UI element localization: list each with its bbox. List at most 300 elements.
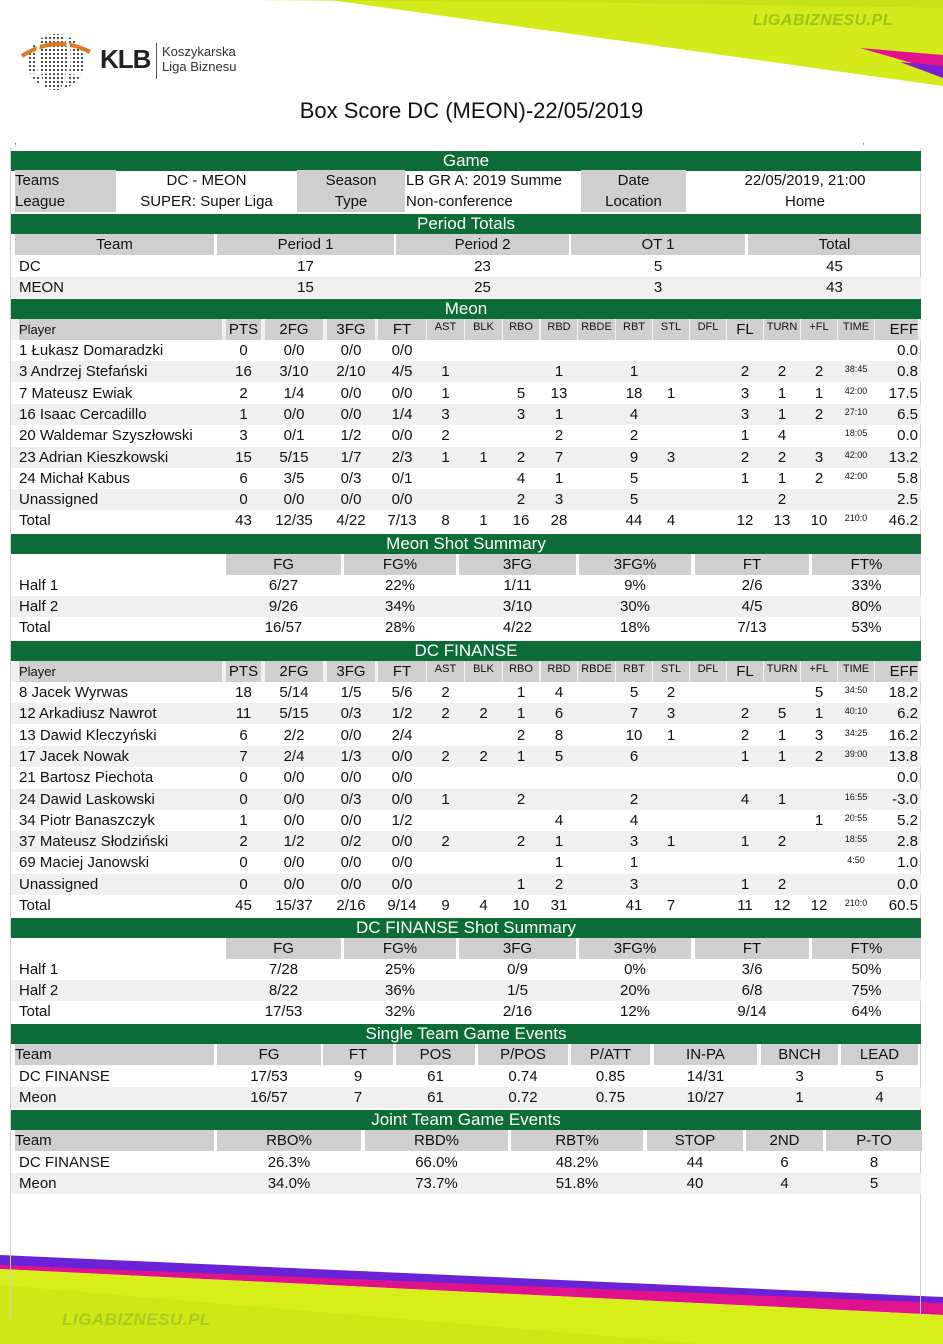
column-header: LEAD <box>841 1044 918 1065</box>
table-cell: 0.72 <box>508 1089 538 1106</box>
stat-cell <box>690 810 726 831</box>
table-cell: 34.0% <box>267 1175 311 1192</box>
stat-cell: 0.8 <box>897 363 918 381</box>
section-header-joint-team-events: Joint Team Game Events <box>11 1110 921 1130</box>
player-row <box>11 725 921 746</box>
stat-cell <box>653 361 689 382</box>
stat-cell: 1 <box>777 747 787 765</box>
stat-cell: 5 <box>629 469 639 487</box>
stat-cell <box>465 852 502 873</box>
stat-cell <box>801 489 837 510</box>
stat-cell: 10 <box>512 897 530 914</box>
player-row <box>11 810 921 831</box>
stat-cell: 16:55 <box>844 791 868 802</box>
stat-cell <box>764 852 800 873</box>
stat-cell: 2 <box>441 833 450 851</box>
game-info-label: Teams <box>15 170 116 191</box>
stat-cell: 0/0 <box>283 491 305 509</box>
table-cell: 22% <box>384 577 416 594</box>
stat-cell: 1 <box>777 790 787 808</box>
player-row <box>11 767 921 788</box>
stat-cell: 0.0 <box>897 875 918 893</box>
column-header: FL <box>727 319 763 340</box>
column-header: Team <box>15 234 214 255</box>
stat-cell: 6 <box>239 726 248 744</box>
stat-cell: 0/0 <box>283 790 305 808</box>
brand-website-bottom[interactable]: LIGABIZNESU.PL <box>62 1310 211 1329</box>
stat-cell <box>578 682 615 703</box>
player-name: Unassigned <box>19 875 99 893</box>
column-header: AST <box>427 661 464 682</box>
stat-cell <box>727 682 763 703</box>
stat-cell: 5 <box>629 491 639 509</box>
stat-cell: 20:55 <box>844 812 868 823</box>
joint-events-row <box>11 1173 921 1194</box>
column-header: STL <box>653 661 689 682</box>
joint-events-row <box>11 1152 921 1173</box>
stat-cell <box>578 510 615 531</box>
column-header <box>19 938 222 959</box>
player-header-row <box>11 661 921 682</box>
stat-cell <box>653 468 689 489</box>
shot-header-row <box>11 938 921 959</box>
column-header: RBD <box>541 319 577 340</box>
stat-cell: 6.5 <box>897 405 918 423</box>
stat-cell: 16 <box>512 512 530 530</box>
column-header: FT <box>695 554 809 575</box>
column-header: FL <box>727 661 763 682</box>
stat-cell <box>690 489 726 510</box>
stat-cell: 0 <box>239 854 248 872</box>
stat-cell: 2.8 <box>897 833 918 851</box>
table-cell: 7/13 <box>737 619 767 637</box>
game-info-value: DC - MEON <box>166 172 247 189</box>
player-row <box>11 468 921 489</box>
player-name: 7 Mateusz Ewiak <box>19 384 133 402</box>
stat-cell: 1 <box>554 363 564 381</box>
section-header-dc-finanse: DC FINANSE <box>11 641 921 661</box>
stat-cell: 1 <box>441 384 450 402</box>
column-header: +FL <box>801 319 837 340</box>
table-cell: 5 <box>875 1068 884 1085</box>
stat-cell: 18 <box>625 384 643 402</box>
stat-cell <box>690 703 726 724</box>
table-cell: Half 2 <box>19 982 59 1000</box>
table-cell: 9/14 <box>737 1003 767 1021</box>
column-header: PTS <box>226 319 261 340</box>
stat-cell: 1/3 <box>340 747 362 765</box>
stat-cell: 42:00 <box>844 385 868 396</box>
stat-cell: 5/6 <box>391 684 413 701</box>
shot-row <box>11 1001 921 1022</box>
stat-cell <box>653 810 689 831</box>
column-header: STL <box>653 319 689 340</box>
stat-cell: 7/13 <box>387 512 417 530</box>
shot-row <box>11 959 921 980</box>
stat-cell: 3 <box>666 705 676 723</box>
player-name: 12 Arkadiusz Nawrot <box>19 705 157 723</box>
player-row <box>11 425 921 446</box>
player-name: 21 Bartosz Piechota <box>19 769 154 787</box>
stat-cell: 5 <box>814 684 824 701</box>
stat-cell: 2 <box>740 363 750 381</box>
table-cell: 33% <box>851 577 882 594</box>
stat-cell <box>427 725 464 746</box>
column-header: Team <box>15 1044 214 1065</box>
stat-cell: 5.8 <box>897 469 918 487</box>
logo-name <box>162 44 236 74</box>
column-header: EFF <box>875 319 918 340</box>
game-info-row <box>11 191 921 212</box>
player-row <box>11 874 921 895</box>
stat-cell: 4 <box>740 790 750 808</box>
stat-cell: 2 <box>740 705 750 723</box>
game-info-value: 22/05/2019, 21:00 <box>744 172 866 189</box>
stat-cell: 1 <box>629 854 639 872</box>
table-cell: 4/5 <box>741 598 763 616</box>
table-cell: 50% <box>851 961 882 978</box>
column-header <box>19 554 222 575</box>
section-header-game: Game <box>11 151 921 171</box>
section-header-single-team-events: Single Team Game Events <box>11 1024 921 1044</box>
period-totals-header-row <box>11 234 921 255</box>
stat-cell: 18.2 <box>888 684 918 701</box>
game-info-value: SUPER: Super Liga <box>140 193 273 210</box>
stat-cell <box>578 340 615 361</box>
stat-cell: 2 <box>777 833 787 851</box>
table-cell: 8/22 <box>268 982 299 1000</box>
column-header: EFF <box>875 661 918 682</box>
column-header: RBT <box>616 319 652 340</box>
stat-cell: 9 <box>629 448 639 466</box>
stat-cell: 0/0 <box>340 769 362 787</box>
stat-cell <box>727 852 763 873</box>
column-header: DFL <box>690 319 726 340</box>
stat-cell <box>465 767 502 788</box>
stat-cell <box>578 703 615 724</box>
column-header: IN-PA <box>654 1044 757 1065</box>
stat-cell: 0/3 <box>340 790 362 808</box>
column-header: TIME <box>838 661 874 682</box>
column-header: AST <box>427 319 464 340</box>
column-header: TIME <box>838 319 874 340</box>
stat-cell: 0/0 <box>391 790 413 808</box>
player-name: Unassigned <box>19 491 99 509</box>
stat-cell <box>653 874 689 895</box>
stat-cell: 16 <box>235 363 252 381</box>
stat-cell: 1 <box>666 726 676 744</box>
stat-cell: 0/1 <box>391 469 413 487</box>
stat-cell: 2 <box>814 405 824 423</box>
period-totals-row <box>11 256 921 277</box>
table-cell: 44 <box>686 1154 704 1171</box>
column-header: RBT% <box>511 1130 643 1151</box>
stat-cell <box>578 468 615 489</box>
stat-cell <box>690 831 726 852</box>
column-header: Player <box>19 319 222 340</box>
column-header: Team <box>15 1130 214 1151</box>
stat-cell: 40:10 <box>844 706 868 717</box>
logo-name-line1: Koszykarska <box>162 44 236 59</box>
shot-header-row <box>11 554 921 575</box>
stat-cell: 4/22 <box>336 512 366 530</box>
stat-cell: 3 <box>554 491 564 509</box>
stat-cell <box>727 340 763 361</box>
table-cell: DC <box>19 258 41 275</box>
column-header: FT% <box>812 938 921 959</box>
stat-cell: 1 <box>666 833 676 851</box>
stat-cell <box>764 340 800 361</box>
stat-cell: 3 <box>814 726 824 744</box>
stat-cell: 18 <box>235 684 252 701</box>
stat-cell: 0/3 <box>340 705 362 723</box>
joint-events-header-row <box>11 1130 921 1151</box>
column-header: TURN <box>764 319 800 340</box>
game-info-label: League <box>15 191 116 212</box>
stat-cell: 1 <box>740 833 750 851</box>
table-cell: 2/16 <box>502 1003 533 1021</box>
stat-cell: 2/10 <box>336 363 366 381</box>
stat-cell: 2 <box>554 427 564 445</box>
stat-cell: 2 <box>516 491 526 509</box>
column-header: 2ND <box>746 1130 823 1151</box>
stat-cell: 2 <box>239 833 248 851</box>
stat-cell: 1 <box>239 811 248 829</box>
logo-divider <box>156 43 157 79</box>
player-row <box>11 789 921 810</box>
player-name: 13 Dawid Kleczyński <box>19 726 157 744</box>
player-name: 17 Jacek Nowak <box>19 747 130 765</box>
stat-cell: 60.5 <box>888 897 918 914</box>
stat-cell <box>578 789 615 810</box>
stat-cell: 5.2 <box>897 811 918 829</box>
stat-cell <box>503 361 539 382</box>
shot-row <box>11 617 921 638</box>
stat-cell <box>465 468 502 489</box>
stat-cell: 0/0 <box>283 854 305 872</box>
stat-cell: 2 <box>516 790 526 808</box>
stat-cell: 5 <box>777 705 787 723</box>
stat-cell <box>764 810 800 831</box>
table-cell: 5 <box>869 1175 879 1192</box>
stat-cell: 17.5 <box>888 384 918 402</box>
column-header: P-TO <box>826 1130 922 1151</box>
game-info-label: Type <box>297 191 405 212</box>
stat-cell: 2/3 <box>391 448 413 466</box>
column-header: RBDE <box>578 319 615 340</box>
player-name: 24 Michał Kabus <box>19 469 130 487</box>
stat-cell <box>690 874 726 895</box>
column-header: FG <box>226 554 341 575</box>
stat-cell: 34:50 <box>844 685 868 695</box>
column-header: BNCH <box>761 1044 838 1065</box>
game-info-label: Date <box>581 170 686 191</box>
stat-cell <box>690 383 726 404</box>
table-cell: 66.0% <box>415 1154 458 1171</box>
stat-cell <box>578 831 615 852</box>
stat-cell <box>503 852 539 873</box>
table-cell: Total <box>19 619 51 637</box>
stat-cell: 9 <box>441 897 450 914</box>
table-cell: 40 <box>686 1175 704 1192</box>
stat-cell <box>801 767 837 788</box>
stat-cell: 0/0 <box>283 769 305 787</box>
table-cell: 9% <box>624 577 646 594</box>
stat-cell: 2 <box>239 384 248 402</box>
player-row <box>11 746 921 767</box>
stat-cell: 0/0 <box>340 854 362 872</box>
stat-cell: 5/15 <box>279 448 309 466</box>
stat-cell <box>653 852 689 873</box>
stat-cell: 2 <box>814 469 824 487</box>
stat-cell: 15 <box>235 448 252 466</box>
stat-cell: 12/35 <box>275 512 313 530</box>
stat-cell <box>838 489 874 510</box>
stat-cell: 27:10 <box>844 406 868 417</box>
player-name: 16 Isaac Cercadillo <box>19 405 147 423</box>
single-events-row <box>11 1087 921 1108</box>
table-cell: 8 <box>869 1154 879 1171</box>
stat-cell <box>465 874 502 895</box>
stat-cell: 3 <box>629 833 639 851</box>
stat-cell <box>727 810 763 831</box>
stat-cell: 1/2 <box>340 427 362 445</box>
table-cell: Half 1 <box>19 577 59 594</box>
section-header-period-totals: Period Totals <box>11 214 921 234</box>
section-header-dc-finanse-shot-summary: DC FINANSE Shot Summary <box>11 918 921 938</box>
stat-cell: 0/0 <box>391 342 413 359</box>
column-header: FG <box>217 1044 321 1065</box>
table-cell: 64% <box>851 1003 882 1021</box>
player-row <box>11 682 921 703</box>
stat-cell: 2 <box>554 875 564 893</box>
table-cell: 17/53 <box>264 1003 303 1021</box>
stat-cell: 15/37 <box>275 897 313 914</box>
stat-cell <box>838 874 874 895</box>
stat-cell: 2/2 <box>283 726 305 744</box>
column-header: FT <box>695 938 809 959</box>
stat-cell: 0/0 <box>391 491 413 509</box>
stat-cell: 0/0 <box>340 491 362 509</box>
table-cell: 80% <box>851 598 882 616</box>
column-header: 3FG <box>327 319 375 340</box>
stat-cell <box>541 789 577 810</box>
stat-cell <box>578 767 615 788</box>
stat-cell <box>503 340 539 361</box>
stat-cell <box>578 725 615 746</box>
stat-cell: 16.2 <box>888 726 918 744</box>
stat-cell: 0/3 <box>340 469 362 487</box>
stat-cell: 0 <box>239 769 248 787</box>
table-cell: 9 <box>353 1068 363 1085</box>
table-cell: 45 <box>826 258 843 275</box>
stat-cell: 3 <box>239 427 248 445</box>
stat-cell: 28 <box>550 512 568 530</box>
stat-cell: 3 <box>666 448 676 466</box>
stat-cell <box>690 682 726 703</box>
table-cell: 3 <box>795 1068 804 1085</box>
stat-cell: 2 <box>666 684 676 701</box>
stat-cell <box>427 340 464 361</box>
player-name: 3 Andrzej Stefański <box>19 363 148 381</box>
stat-cell <box>465 340 502 361</box>
stat-cell <box>465 383 502 404</box>
stat-cell: 1 <box>666 384 676 402</box>
stat-cell: 0/0 <box>340 384 362 402</box>
player-row <box>11 703 921 724</box>
stat-cell: 2 <box>814 363 824 381</box>
stat-cell: 0/0 <box>283 875 305 893</box>
stat-cell: 1 <box>629 363 639 381</box>
stat-cell: 1 <box>441 790 450 808</box>
table-cell: 53% <box>851 619 882 637</box>
stat-cell: 4 <box>629 405 639 423</box>
column-header: P/ATT <box>571 1044 650 1065</box>
player-row <box>11 447 921 468</box>
player-name: 37 Mateusz Słodziński <box>19 833 169 851</box>
table-cell: 12% <box>619 1003 651 1021</box>
stat-cell: 0/0 <box>391 833 413 851</box>
stat-cell <box>616 767 652 788</box>
stat-cell: 3 <box>441 405 450 423</box>
column-header: RBT <box>616 661 652 682</box>
period-totals-row <box>11 277 921 298</box>
table-cell: 0.74 <box>508 1068 538 1085</box>
table-cell: 51.8% <box>555 1175 599 1192</box>
table-cell: 23 <box>474 258 491 275</box>
stat-cell: 1/7 <box>340 448 362 466</box>
column-header: OT 1 <box>571 234 745 255</box>
column-header: RBD <box>541 661 577 682</box>
stat-cell: 2 <box>516 833 526 851</box>
stat-cell: -3.0 <box>892 790 918 808</box>
stat-cell: 12 <box>773 897 791 914</box>
stat-cell: 1 <box>239 405 248 423</box>
stat-cell: 4/5 <box>391 363 413 381</box>
stat-cell <box>690 468 726 489</box>
column-header: 2FG <box>265 319 323 340</box>
stat-cell: 2 <box>740 448 750 466</box>
player-name: Total <box>19 512 51 530</box>
column-header: Total <box>748 234 921 255</box>
stat-cell: 2 <box>777 448 787 466</box>
player-row <box>11 340 921 361</box>
stat-cell: 1 <box>516 747 526 765</box>
stat-cell <box>465 810 502 831</box>
stat-cell <box>690 746 726 767</box>
column-header: Player <box>19 661 222 682</box>
stat-cell <box>465 682 502 703</box>
stat-cell: 44 <box>625 512 643 530</box>
stat-cell <box>578 425 615 446</box>
stat-cell <box>801 831 837 852</box>
stat-cell <box>690 447 726 468</box>
table-cell: 0% <box>624 961 646 978</box>
stat-cell <box>690 340 726 361</box>
stat-cell: 45 <box>235 897 252 914</box>
stat-cell <box>465 425 502 446</box>
stat-cell <box>690 425 726 446</box>
stat-cell: 4 <box>516 469 526 487</box>
stat-cell: 1 <box>441 448 450 466</box>
stat-cell: 1 <box>777 726 787 744</box>
brand-website-top[interactable]: LIGABIZNESU.PL <box>752 12 893 29</box>
stat-cell: 1 <box>814 705 824 723</box>
player-name: 1 Łukasz Domaradzki <box>19 342 164 359</box>
stat-cell <box>690 404 726 425</box>
table-cell: 6 <box>780 1154 789 1171</box>
stat-cell <box>427 852 464 873</box>
